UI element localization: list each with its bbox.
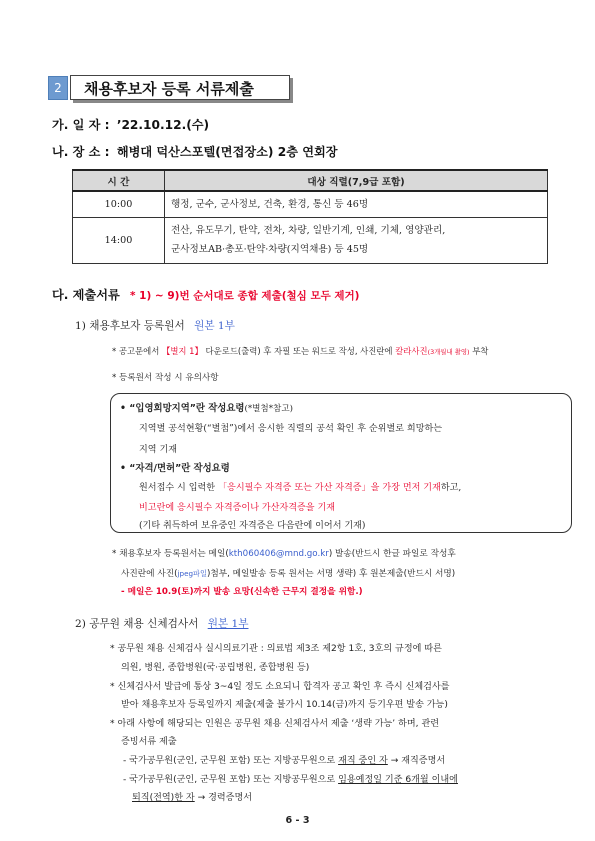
item2-bullet2-line2: 받아 채용후보자 등록일까지 제출(제출 불가시 10.14(금)까지 등기우편 발송 가능) [121,700,448,710]
date-value: ’22.10.12.(수) [116,118,210,132]
text: 임용예정일 기준 6개월 이내에 [338,775,458,785]
text: jpeg파일 [177,569,207,578]
text: (3개월내 촬영) [427,348,470,356]
text: 원서접수 시 입력한 [139,483,218,493]
item2-dash1 [123,753,445,766]
table-cell-roles: 행정, 군수, 군사정보, 건축, 환경, 통신 등 46명 [165,191,548,217]
notice-line: 지역 기재 [139,445,178,455]
text: 다운로드(출력) 후 자필 또는 워드로 작성, 사진란에 [202,346,396,356]
item1-title-text: 1) 채용후보자 등록원서 [75,320,185,332]
text: 칼라사진 [395,346,428,356]
item1-bullet3-line3: - 메일은 10.9(토)까지 발송 요망(신속한 근무지 결정을 위함.) [121,587,363,597]
item1-bullet3-line2 [121,567,455,579]
item2-bullet2: * 신체검사서 발급에 통상 3~4일 정도 소요되니 합격자 공고 확인 후 즉시 신체검사를 [110,682,450,692]
text: → 경력증명서 [194,793,253,803]
table-cell-roles-line: 전산, 유도무기, 탄약, 전차, 차량, 일반기계, 인쇄, 기체, 영양관리, [171,225,446,236]
place-line [52,143,338,160]
text: - 국가공무원(군인, 군무원 포함) 또는 지방공무원으로 [123,775,339,785]
item2-dash2 [123,772,458,785]
text: 부착 [469,346,489,356]
text: * 공고문에서 [112,346,162,356]
schedule-table [72,169,548,264]
item2-bullet3-line2: 증빙서류 제출 [121,737,177,747]
text: 사진란에 사진( [121,569,178,579]
table-cell-time: 10:00 [73,191,165,217]
date-label: 가. 일 자 : [52,118,110,132]
notice-line: 지역별 공석현황(“별첨”)에서 응시한 직렬의 공석 확인 후 순위별로 희망하는 [139,424,443,434]
place-label: 나. 장 소 : [52,145,110,159]
text: 재직 중인 자 [338,756,388,766]
table-header-row [73,170,548,191]
notice-line [139,480,461,493]
text: * 채용후보자 등록원서는 메일( [112,549,229,559]
page-number: 6 - 3 [285,815,310,826]
item2-title [75,616,249,631]
item2-dash2-line2 [132,790,252,803]
text: 【별지 1】 [161,346,203,356]
table-row [73,191,548,217]
text: 퇴직(전역)한 자 [132,793,195,803]
place-value: 해병대 덕산스포텔(면접장소) 2층 연회장 [116,145,338,159]
item2-bullet1-line2: 의원, 병원, 종합병원(국·공립병원, 종합병원 등) [121,663,310,673]
text: - 국가공무원(군인, 군무원 포함) 또는 지방공무원으로 [123,756,339,766]
item1-bullet3 [112,547,456,559]
table-cell-time: 14:00 [73,217,165,263]
section-title: 채용후보자 등록 서류제출 [84,80,254,98]
text: → 재직증명서 [387,756,446,766]
item1-bullet2: * 등록원서 작성 시 유의사항 [112,373,219,383]
text: 하고, [440,483,462,493]
text: )첨부, 메일발송 등록 원서는 서명 생략) 후 원본제출(반드시 서명) [206,569,456,579]
docs-line [52,286,360,303]
table-header-roles: 대상 직렬(7,9급 포함) [165,170,548,191]
item1-title-suffix: 원본 1부 [194,320,235,332]
email-link[interactable]: kth060406@mnd.go.kr [228,549,329,559]
item2-bullet3: * 아래 사항에 해당되는 인원은 공무원 채용 신체검사서 제출 ‘생략 가능’ 하며, 관련 [110,719,440,729]
item2-bullet1: * 공무원 채용 신체검사 실시의료기관 : 의료법 제3조 제2항 1호, 3호의 규정에 따른 [110,644,442,654]
item1-bullet1 [112,345,488,357]
item1-title [75,318,235,333]
notice-heading-2: • “자격/면허”란 작성요령 [120,463,230,474]
text: (*별첨*참고) [244,404,293,414]
table-header-time: 시 간 [73,170,165,191]
text: ) 발송(반드시 한글 파일로 작성후 [328,549,456,559]
notice-heading-1 [120,400,293,414]
item2-title-suffix: 원본 1부 [207,618,249,630]
text: 「응시필수 자격증 또는 가산 자격증」을 가장 먼저 기재 [217,483,441,493]
item2-title-text: 2) 공무원 채용 신체검사서 [75,618,199,630]
notice-line: 비고란에 응시필수 자격증이나 가산자격증을 기재 [139,503,336,513]
notice-line: (기타 취득하여 보유중인 자격증은 다음란에 이어서 기재) [139,521,366,531]
table-cell-roles-line: 군사정보AB·총포·탄약·차량(지역채용) 등 45명 [171,244,369,255]
table-row [73,217,548,263]
docs-label: 다. 제출서류 [52,288,120,302]
docs-note: * 1) ~ 9)번 순서대로 종합 제출(철심 모두 제거) [130,290,360,302]
text: • “입영희망지역”란 작성요령 [120,403,245,414]
section-number-badge: 2 [48,76,68,100]
date-line [52,116,209,133]
table-cell-roles [165,217,548,263]
